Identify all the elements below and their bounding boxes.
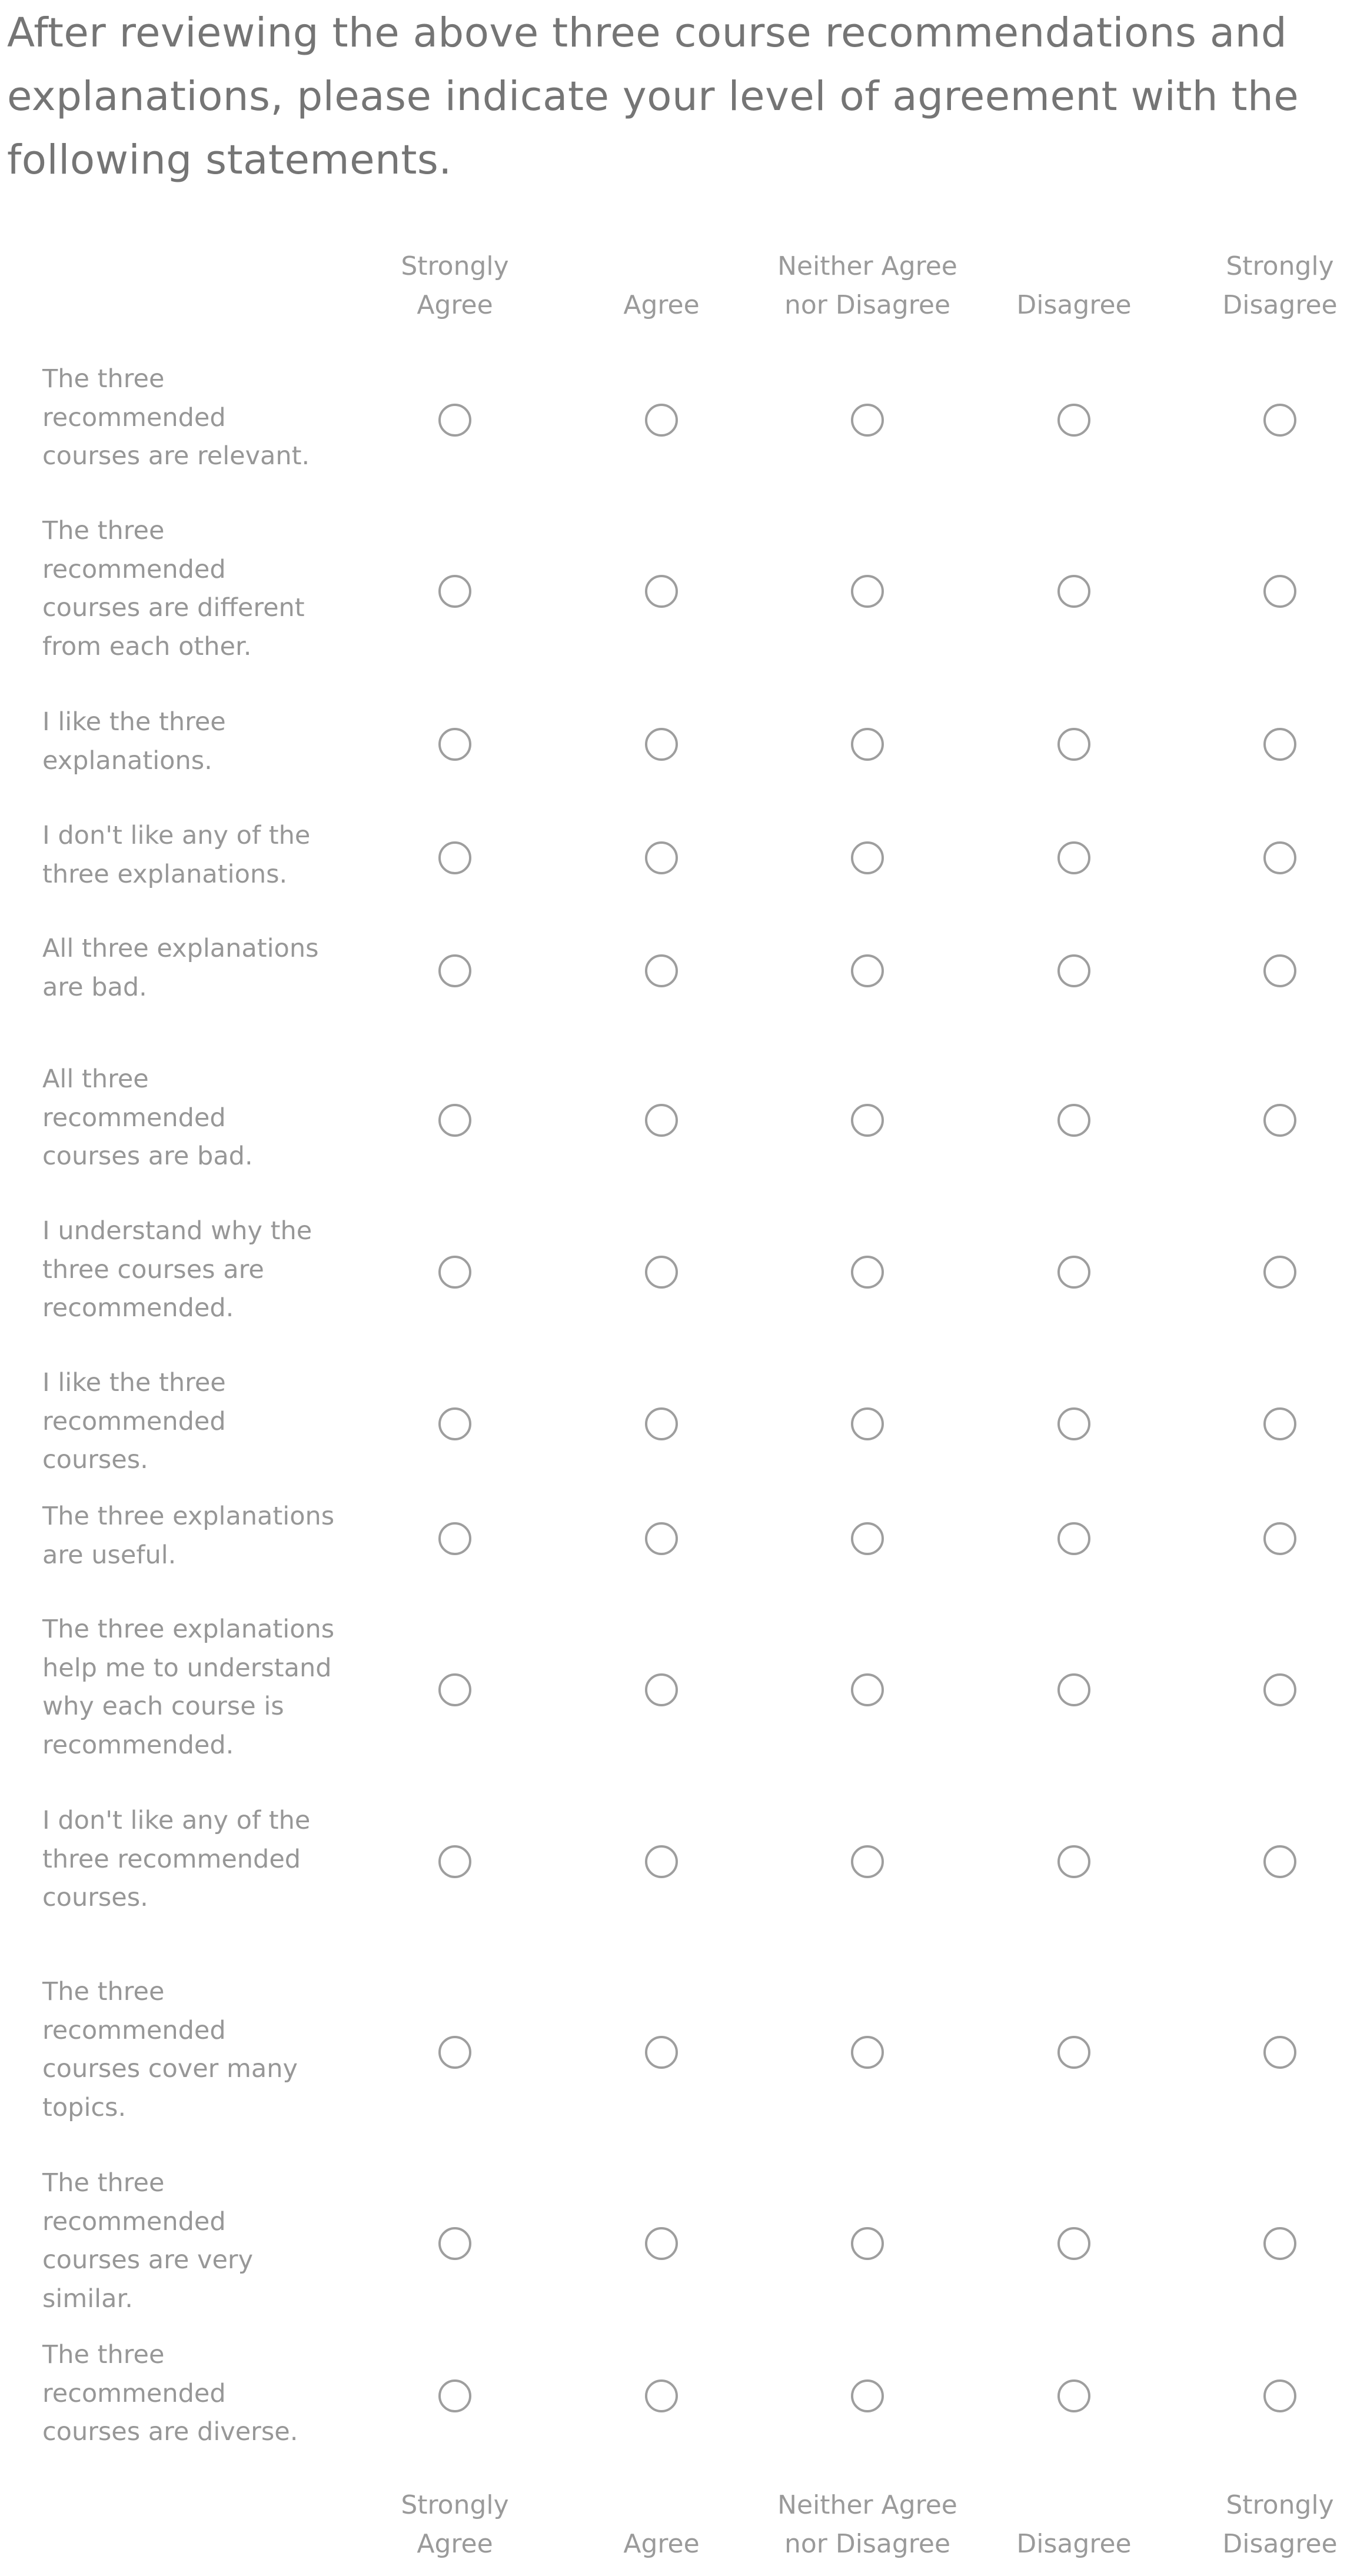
header-strongly-agree: [349, 247, 561, 325]
radio-disagree[interactable]: [1057, 2379, 1090, 2412]
statement-line: three explanations.: [42, 859, 288, 889]
statement-line: similar.: [42, 2284, 133, 2314]
radio-strongly-disagree[interactable]: [1263, 2379, 1296, 2412]
radio-agree[interactable]: [645, 1104, 678, 1137]
statement-line: The three: [42, 516, 165, 545]
radio-neither-agree-nor-disagree[interactable]: [851, 404, 884, 437]
header-disagree: [968, 247, 1180, 325]
statement-line: The three: [42, 2168, 165, 2198]
statement-label: [42, 1212, 348, 1328]
radio-strongly-agree[interactable]: [438, 2227, 471, 2260]
statement-label: [42, 1364, 348, 1480]
radio-strongly-agree[interactable]: [438, 2036, 471, 2069]
statement-line: are useful.: [42, 1540, 177, 1570]
statement-line: why each course is: [42, 1692, 284, 1721]
radio-neither-agree-nor-disagree[interactable]: [851, 1407, 884, 1440]
header-line: Strongly: [401, 251, 509, 281]
statement-label: [42, 1497, 348, 1575]
header-line: Agree: [417, 2529, 493, 2559]
statement-label: [42, 1610, 348, 1765]
header-line: [968, 247, 1180, 286]
statement-line: recommended: [42, 2015, 226, 2045]
statement-line: The three explanations: [42, 1615, 335, 1644]
statement-line: courses are different: [42, 593, 305, 623]
radio-disagree[interactable]: [1057, 841, 1090, 874]
statement-line: recommended: [42, 1406, 226, 1436]
radio-strongly-agree[interactable]: [438, 1673, 471, 1706]
statement-label: [42, 930, 348, 1007]
header-line: Disagree: [1222, 290, 1338, 320]
radio-strongly-agree[interactable]: [438, 728, 471, 761]
radio-neither-agree-nor-disagree[interactable]: [851, 728, 884, 761]
statement-label: [42, 1060, 348, 1176]
statement-line: I understand why the: [42, 1216, 312, 1246]
radio-agree[interactable]: [645, 404, 678, 437]
radio-strongly-disagree[interactable]: [1263, 1845, 1296, 1878]
radio-agree[interactable]: [645, 1256, 678, 1289]
radio-strongly-disagree[interactable]: [1263, 841, 1296, 874]
header-line: Strongly: [1226, 2490, 1334, 2520]
statement-line: courses.: [42, 1883, 148, 1912]
header-line: [968, 2486, 1180, 2525]
radio-agree[interactable]: [645, 2227, 678, 2260]
statement-line: help me to understand: [42, 1653, 332, 1683]
statement-line: recommended.: [42, 1293, 234, 1323]
radio-strongly-agree[interactable]: [438, 1845, 471, 1878]
radio-strongly-disagree[interactable]: [1263, 1673, 1296, 1706]
statement-line: I don't like any of the: [42, 1806, 311, 1835]
statement-line: The three: [42, 1977, 165, 2006]
statement-line: three recommended: [42, 1844, 301, 1874]
radio-agree[interactable]: [645, 2036, 678, 2069]
header-agree: [556, 247, 767, 325]
header-line: Agree: [623, 290, 700, 320]
radio-strongly-agree[interactable]: [438, 404, 471, 437]
statement-line: courses are bad.: [42, 1141, 253, 1171]
footer-header-strongly-agree: [349, 2486, 561, 2564]
radio-strongly-disagree[interactable]: [1263, 1104, 1296, 1137]
statement-line: are bad.: [42, 972, 147, 1002]
statement-line: recommended: [42, 402, 226, 432]
radio-strongly-disagree[interactable]: [1263, 728, 1296, 761]
statement-label: [42, 817, 348, 894]
statement-line: recommended: [42, 554, 226, 584]
statement-label: [42, 512, 348, 666]
header-line: Disagree: [1222, 2529, 1338, 2559]
footer-header-strongly-disagree: [1174, 2486, 1347, 2564]
statement-line: courses are very: [42, 2245, 254, 2275]
radio-neither-agree-nor-disagree[interactable]: [851, 1104, 884, 1137]
radio-disagree[interactable]: [1057, 1845, 1090, 1878]
radio-agree[interactable]: [645, 2379, 678, 2412]
radio-neither-agree-nor-disagree[interactable]: [851, 1256, 884, 1289]
header-line: [556, 2486, 767, 2525]
statement-label: [42, 2336, 348, 2452]
header-line: Agree: [623, 2529, 700, 2559]
statement-line: The three: [42, 364, 165, 394]
radio-disagree[interactable]: [1057, 1673, 1090, 1706]
radio-disagree[interactable]: [1057, 2227, 1090, 2260]
radio-disagree[interactable]: [1057, 728, 1090, 761]
statement-line: three courses are: [42, 1254, 264, 1284]
statement-line: topics.: [42, 2092, 127, 2122]
footer-header-neither-agree-nor-disagree: [761, 2486, 973, 2564]
statement-line: explanations.: [42, 745, 212, 776]
statement-line: courses are diverse.: [42, 2417, 298, 2447]
statement-line: All three: [42, 1064, 149, 1094]
radio-strongly-agree[interactable]: [438, 2379, 471, 2412]
radio-neither-agree-nor-disagree[interactable]: [851, 2227, 884, 2260]
statement-line: courses are relevant.: [42, 441, 310, 471]
statement-label: [42, 1973, 348, 2127]
header-line: Disagree: [1016, 290, 1132, 320]
statement-line: recommended.: [42, 1730, 234, 1760]
radio-agree[interactable]: [645, 954, 678, 987]
statement-line: recommended: [42, 1103, 226, 1133]
radio-disagree[interactable]: [1057, 1407, 1090, 1440]
radio-disagree[interactable]: [1057, 575, 1090, 608]
header-line: Agree: [417, 290, 493, 320]
radio-disagree[interactable]: [1057, 2036, 1090, 2069]
statement-line: I like the three: [42, 707, 226, 737]
radio-neither-agree-nor-disagree[interactable]: [851, 954, 884, 987]
radio-neither-agree-nor-disagree[interactable]: [851, 2036, 884, 2069]
radio-strongly-disagree[interactable]: [1263, 1407, 1296, 1440]
header-line: Strongly: [401, 2490, 509, 2520]
radio-disagree[interactable]: [1057, 954, 1090, 987]
radio-strongly-disagree[interactable]: [1263, 2227, 1296, 2260]
radio-disagree[interactable]: [1057, 1522, 1090, 1555]
radio-neither-agree-nor-disagree[interactable]: [851, 841, 884, 874]
header-line: Strongly: [1226, 251, 1334, 281]
statement-line: recommended: [42, 2378, 226, 2408]
statement-label: [42, 360, 348, 476]
header-line: [556, 247, 767, 286]
header-line: Neither Agree: [777, 2490, 957, 2520]
radio-strongly-disagree[interactable]: [1263, 2036, 1296, 2069]
question-text: After reviewing the above three course recommendations and explanations, please indicate your level of agreement with the following statements.: [7, 9, 1299, 184]
radio-strongly-agree[interactable]: [438, 1407, 471, 1440]
statement-line: The three: [42, 2340, 165, 2369]
radio-strongly-agree[interactable]: [438, 575, 471, 608]
header-neither-agree-nor-disagree: [761, 247, 973, 325]
radio-neither-agree-nor-disagree[interactable]: [851, 1673, 884, 1706]
statement-line: The three explanations: [42, 1502, 335, 1531]
statement-label: [42, 2164, 348, 2318]
radio-neither-agree-nor-disagree[interactable]: [851, 575, 884, 608]
statement-line: courses.: [42, 1445, 148, 1475]
radio-agree[interactable]: [645, 1407, 678, 1440]
radio-strongly-agree[interactable]: [438, 954, 471, 987]
radio-agree[interactable]: [645, 841, 678, 874]
radio-agree[interactable]: [645, 1845, 678, 1878]
header-line: nor Disagree: [784, 290, 951, 320]
header-line: Neither Agree: [777, 251, 957, 281]
radio-strongly-agree[interactable]: [438, 841, 471, 874]
radio-agree[interactable]: [645, 728, 678, 761]
radio-strongly-disagree[interactable]: [1263, 1522, 1296, 1555]
radio-strongly-agree[interactable]: [438, 1256, 471, 1289]
header-strongly-disagree: [1174, 247, 1347, 325]
statement-line: I like the three: [42, 1368, 226, 1397]
radio-disagree[interactable]: [1057, 1256, 1090, 1289]
statement-label: [42, 1802, 348, 1918]
statement-line: from each other.: [42, 631, 252, 661]
radio-neither-agree-nor-disagree[interactable]: [851, 1845, 884, 1878]
statement-line: All three explanations: [42, 934, 319, 963]
radio-neither-agree-nor-disagree[interactable]: [851, 2379, 884, 2412]
radio-disagree[interactable]: [1057, 1104, 1090, 1137]
radio-strongly-disagree[interactable]: [1263, 404, 1296, 437]
radio-strongly-disagree[interactable]: [1263, 575, 1296, 608]
radio-agree[interactable]: [645, 1673, 678, 1706]
statement-line: courses cover many: [42, 2054, 298, 2084]
header-line: Disagree: [1016, 2529, 1132, 2559]
statement-line: I don't like any of the: [42, 821, 311, 850]
radio-neither-agree-nor-disagree[interactable]: [851, 1522, 884, 1555]
radio-strongly-agree[interactable]: [438, 1522, 471, 1555]
statement-line: recommended: [42, 2206, 226, 2236]
radio-strongly-disagree[interactable]: [1263, 954, 1296, 987]
header-line: nor Disagree: [784, 2529, 951, 2559]
radio-agree[interactable]: [645, 1522, 678, 1555]
radio-disagree[interactable]: [1057, 404, 1090, 437]
radio-strongly-agree[interactable]: [438, 1104, 471, 1137]
radio-agree[interactable]: [645, 575, 678, 608]
footer-header-disagree: [968, 2486, 1180, 2564]
radio-strongly-disagree[interactable]: [1263, 1256, 1296, 1289]
statement-label: [42, 703, 348, 780]
footer-header-agree: [556, 2486, 767, 2564]
